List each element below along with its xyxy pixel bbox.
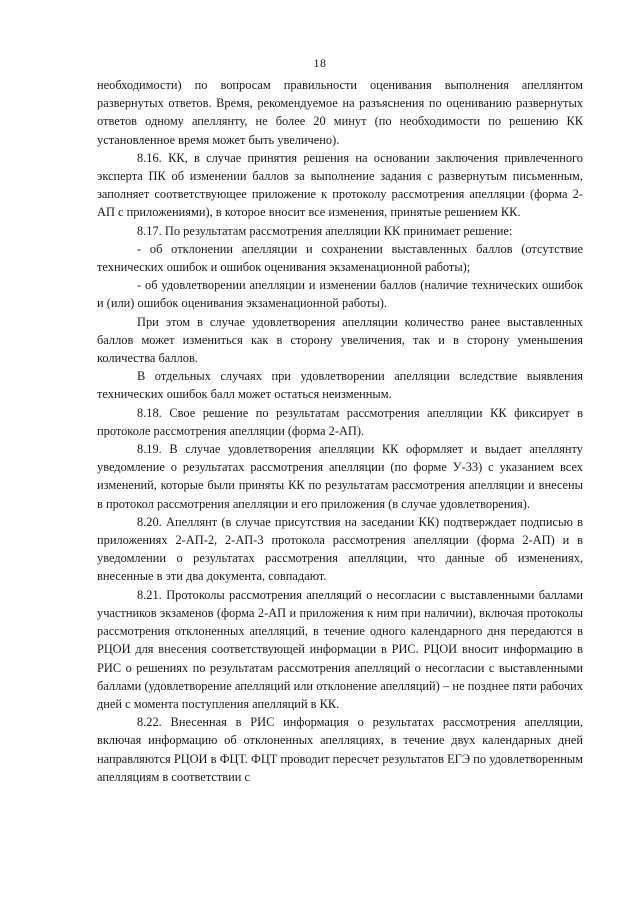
- paragraph-8-17: 8.17. По результатам рассмотрения апелляции КК принимает решение:: [137, 223, 513, 238]
- paragraph-8-16: 8.16. КК, в случае принятия решения на основании заключения привлеченного эксперта ПК об изменении баллов за выполнение задания с развернутым письменным, заполняет соответствующее приложение к протоколу рассмотрения апелляции (форма 2-АП с приложениями), в которое вносит все изменения, принятые решением КК.: [97, 150, 583, 220]
- paragraph-8-22: 8.22. Внесенная в РИС информация о результатах рассмотрения апелляции, включая информацию об отклоненных апелляциях, в течение двух календарных дней направляются РЦОИ в ФЦТ. ФЦТ проводит пересчет результатов ЕГЭ по удовлетворенным апелляциям в соответствии с: [97, 715, 583, 784]
- page-number: 18: [313, 56, 327, 70]
- list-item-rejection: - об отклонении апелляции и сохранении выставленных баллов (отсутствие технических ошибок и ошибок оценивания экзаменационной работы);: [97, 241, 583, 275]
- paragraph-8-20: 8.20. Апеллянт (в случае присутствия на заседании КК) подтверждает подписью в приложениях 2-АП-2, 2-АП-3 протокола рассмотрения апелляции (форма 2-АП) и в уведомлении о результатах рассмотрения апелляции, что данные об изменениях, внесенные в эти два документа, совпадают.: [97, 514, 583, 584]
- paragraph-score-unchanged: В отдельных случаях при удовлетворении апелляции вследствие выявления технических ошибок балл может остаться неизменным.: [97, 369, 583, 402]
- paragraph-score-change: При этом в случае удовлетворения апелляции количество ранее выставленных баллов может измениться как в сторону увеличения, так и в сторону уменьшения количества баллов.: [97, 314, 583, 366]
- paragraph-8-19: 8.19. В случае удовлетворения апелляции КК оформляет и выдает апеллянту уведомление о результатах рассмотрения апелляции (по форме У-33) с указанием всех изменений, которые были приняты КК по результатам рассмотрения апелляции и внесены в протокол рассмотрения апелляции и его приложения (в случае удовлетворения).: [97, 442, 583, 511]
- paragraph-continuation: необходимости) по вопросам правильности оценивания выполнения апеллянтом развернутых ответов. Время, рекомендуемое на разъяснения по оцениванию развернутых ответов одному апеллянту, не более 20 минут (по необходимости по решению КК установленное время может быть увеличено).: [97, 78, 583, 147]
- list-item-approval: - об удовлетворении апелляции и изменении баллов (наличие технических ошибок и (или) ошибок оценивания экзаменационной работы).: [97, 278, 583, 311]
- paragraph-8-21: 8.21. Протоколы рассмотрения апелляций о несогласии с выставленными баллами участников экзаменов (форма 2-АП и приложения к ним при наличии), включая протоколы рассмотрения отклоненных апелляций, в течение одного календарного дня передаются в РЦОИ для внесения соответствующей информации в РИС. РЦОИ вносит информацию в РИС о решениях по результатам рассмотрения апелляций о несогласии с выставленными баллами (удовлетворение апелляций или отклонение апелляций) – не позднее пяти рабочих дней с момента поступления апелляций в КК.: [97, 587, 583, 711]
- paragraph-8-18: 8.18. Свое решение по результатам рассмотрения апелляции КК фиксирует в протоколе рассмотрения апелляции (форма 2-АП).: [97, 405, 583, 438]
- document-body: [97, 76, 583, 786]
